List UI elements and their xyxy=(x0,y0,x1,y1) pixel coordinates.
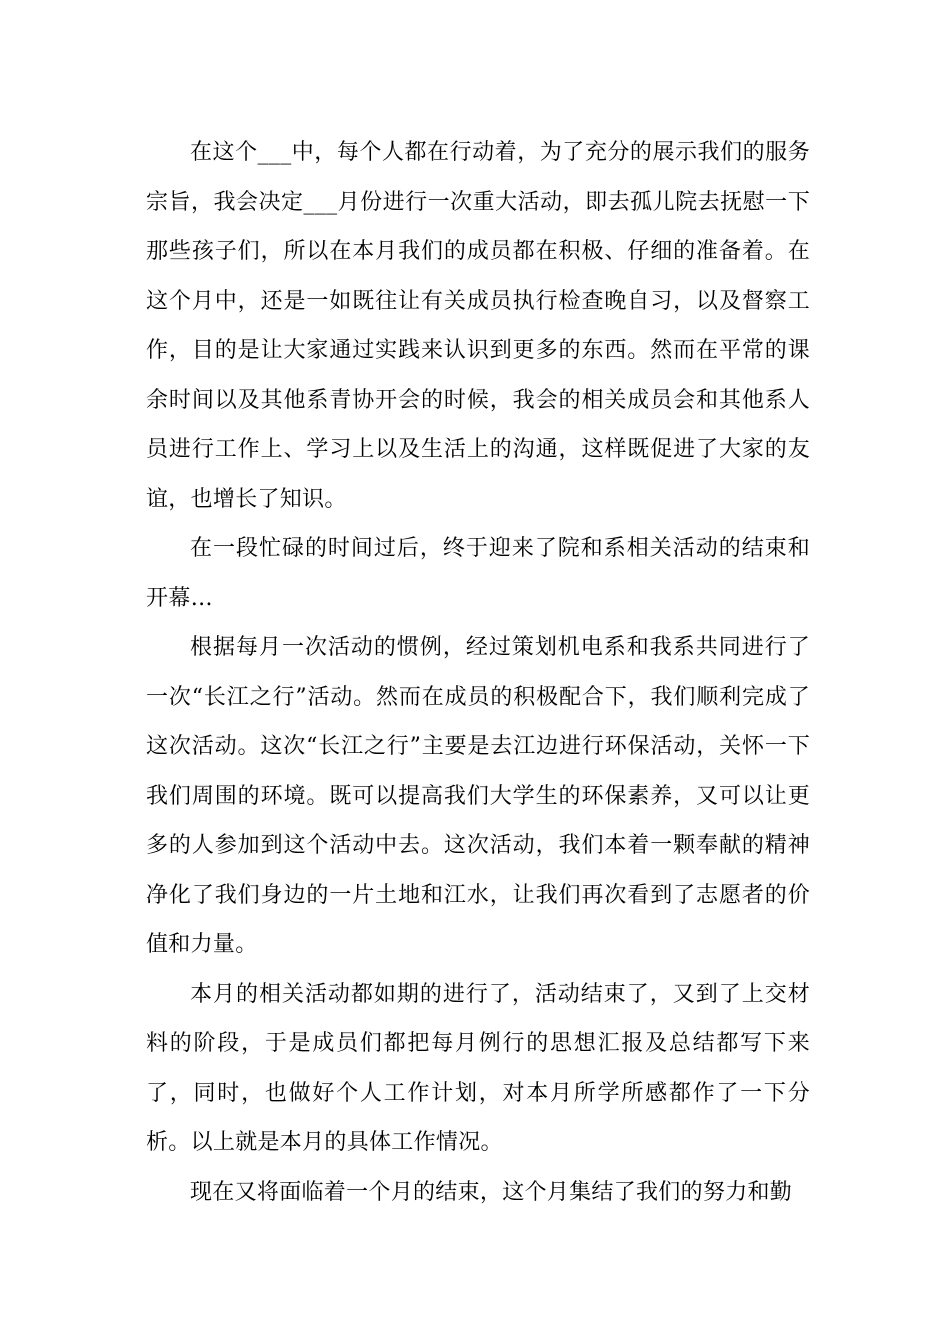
paragraph-1: 在这个___中，每个人都在行动着，为了充分的展示我们的服务宗旨，我会决定___月份进行一次重大活动，即去孤儿院去抚慰一下那些孩子们，所以在本月我们的成员都在积极、仔细的准备着。在这个月中，还是一如既往让有关成员执行检查晚自习，以及督察工作，目的是让大家通过实践来认识到更多的东西。然而在平常的课余时间以及其他系青协开会的时候，我会的相关成员会和其他系人员进行工作上、学习上以及生活上的沟通，这样既促进了大家的友谊，也增长了知识。 xyxy=(146,140,810,512)
paragraph-3: 根据每月一次活动的惯例，经过策划机电系和我系共同进行了一次“长江之行”活动。然而在成员的积极配合下，我们顺利完成了这次活动。这次“长江之行”主要是去江边进行环保活动，关怀一下我们周围的环境。既可以提高我们大学生的环保素养，又可以让更多的人参加到这个活动中去。这次活动，我们本着一颗奉献的精神净化了我们身边的一片土地和江水，让我们再次看到了志愿者的价值和力量。 xyxy=(146,635,810,957)
document-body xyxy=(146,128,810,1217)
paragraph-4: 本月的相关活动都如期的进行了，活动结束了，又到了上交材料的阶段，于是成员们都把每月例行的思想汇报及总结都写下来了，同时，也做好个人工作计划，对本月所学所感都作了一下分析。以上就是本月的具体工作情况。 xyxy=(146,981,810,1155)
paragraph-2: 在一段忙碌的时间过后，终于迎来了院和系相关活动的结束和开幕… xyxy=(146,536,810,611)
paragraph-5: 现在又将面临着一个月的结束，这个月集结了我们的努力和勤 xyxy=(190,1179,793,1205)
